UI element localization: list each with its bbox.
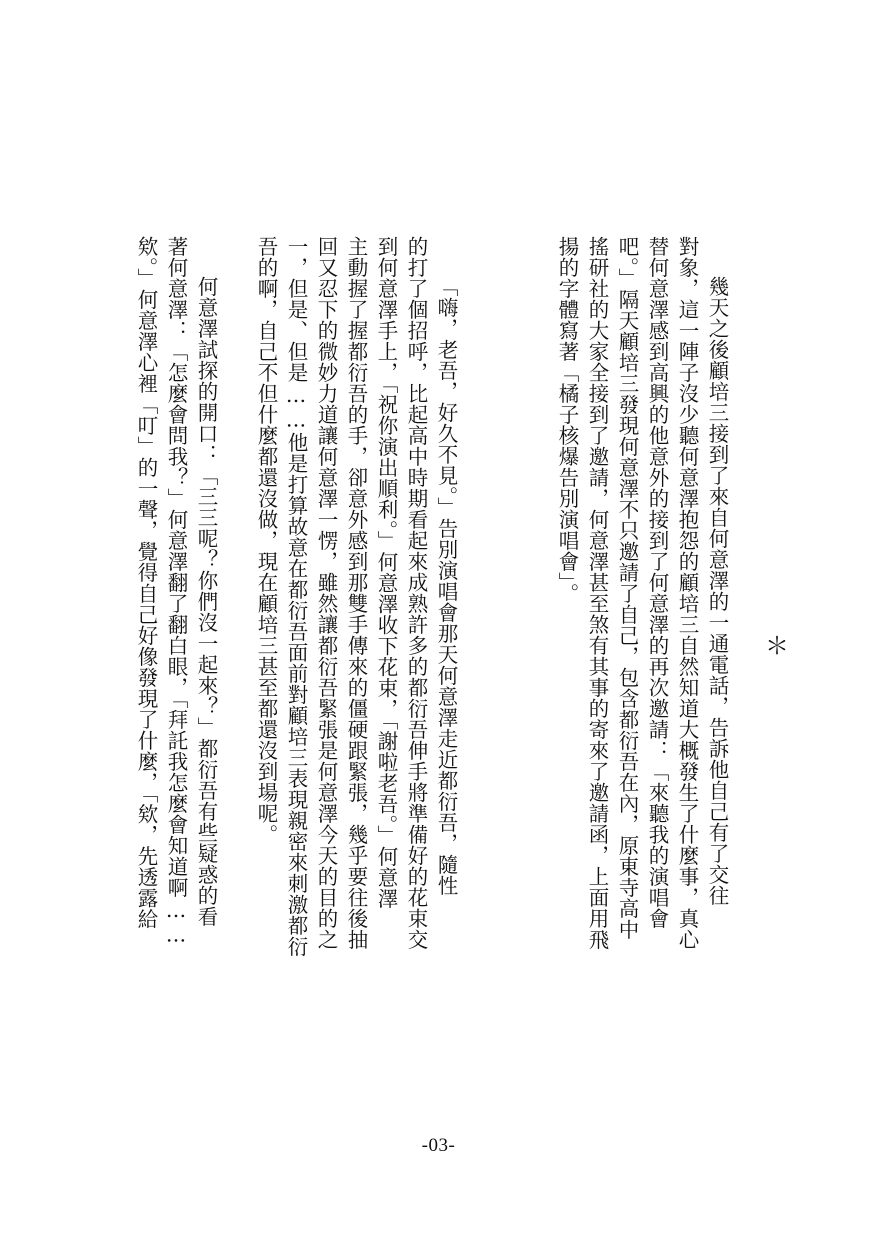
text-line: 一，但是、但是……他是打算故意在都衍吾面前對顧培三表現親密來刺激都衍 xyxy=(284,236,308,957)
text-line: 「嗨，老吾，好久不見。」告別演唱會那天何意澤走近都衍吾，隨性 xyxy=(434,276,458,896)
scene-break-asterisk: ＊ xyxy=(765,632,789,660)
text-line: 替何意澤感到高興的他意外的接到了何意澤的再次邀請：「來聽我的演唱會 xyxy=(645,236,669,929)
text-line: 何意澤試探的開口：「三三呢？你們沒一起來？」都衍吾有些疑惑的看 xyxy=(194,276,218,927)
text-line: 對象，這一陣子沒少聽何意澤抱怨的顧培三自然知道大概發生了什麼事，真心 xyxy=(675,236,699,950)
text-line: 主動握了握都衍吾的手，卻意外感到那雙手傳來的僵硬跟緊張，幾乎要往後抽 xyxy=(344,236,368,950)
text-line: 揚的字體寫著「橘子核爆告別演唱會」。 xyxy=(555,236,579,604)
text-line: 的打了個招呼，比起高中時期看起來成熟許多的都衍吾伸手將準備好的花束交 xyxy=(404,236,428,950)
page-number: -03- xyxy=(421,1135,456,1156)
text-line: 欸。」何意澤心裡「叮」的一聲，覺得自己好像發現了什麼，「欸，先透露給 xyxy=(134,236,158,930)
text-line: 搖研社的大家全接到了邀請，何意澤甚至煞有其事的寄來了邀請函，上面用飛 xyxy=(585,236,609,950)
text-line: 吾的啊，自己不但什麼都還沒做，現在顧培三甚至都還沒到場呢。 xyxy=(254,236,278,845)
text-line: 到何意澤手上，「祝你演出順利。」何意澤收下花束，「謝啦老吾。」何意澤 xyxy=(374,236,398,909)
text-line: 著何意澤：「怎麼會問我？」何意澤翻了翻白眼，「拜託我怎麼會知道啊…… xyxy=(164,236,188,947)
text-line: 幾天之後顧培三接到了來自何意澤的一通電話，告訴他自己有了交往 xyxy=(705,276,729,906)
text-line: 吧。」隔天顧培三發現何意澤不只邀請了自己，包含都衍吾在內，原東寺高中 xyxy=(615,236,639,940)
text-line: 回又忍下的微妙力道讓何意澤一愣，雖然讓都衍吾緊張是何意澤今天的目的之 xyxy=(314,236,338,950)
